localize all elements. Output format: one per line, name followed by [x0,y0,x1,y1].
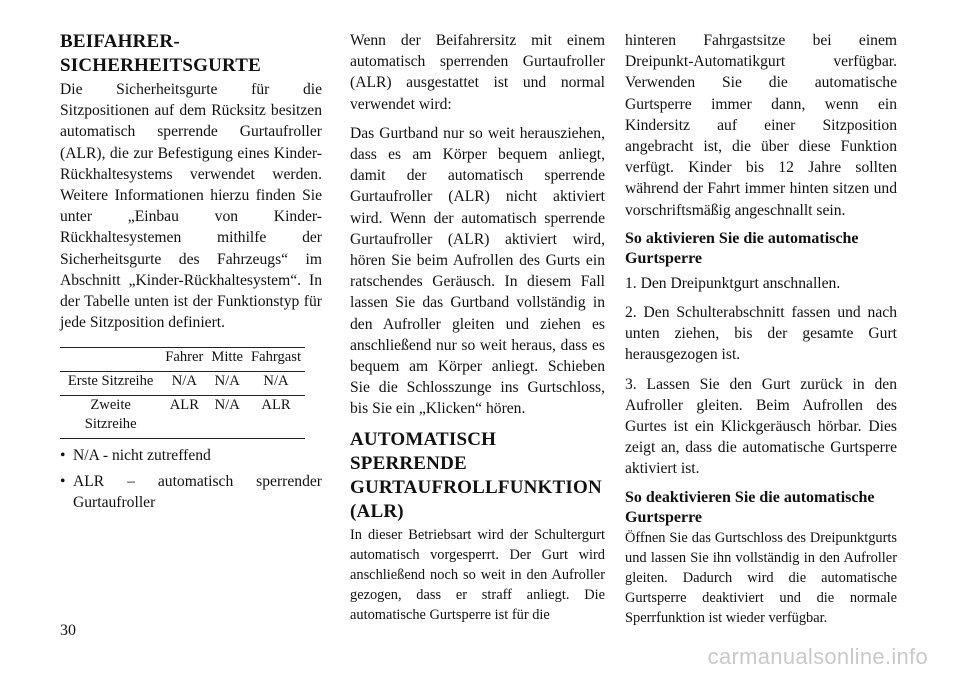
column-middle [350,30,605,634]
column-right [625,30,897,637]
note-text: N/A - nicht zutreffend [73,447,211,465]
bullet-icon: • [60,472,66,490]
seat-position-table [60,347,305,439]
column-left [60,30,322,517]
table-cell: ALR [247,396,305,439]
intro-paragraph: Die Sicherheitsgurte für die Sitzpositionen auf dem Rücksitz besitzen automatisch sperrende Gurtaufroller (ALR), die zur Befestigung eines Kinder-Rückhaltesystems verwendet werden. Weitere Informationen hierzu finden Sie unter „Einbau von Kinder-Rückhaltesystemen mithilfe der Sicherheitsgurte des Fahrzeugs“ im Abschnitt „Kinder-Rückhaltesystem“. In der Tabelle unten ist der Funktionstyp für jede Sitzposition definiert. [60,81,322,332]
table-header-cell [60,348,161,372]
table-cell: Erste Sitzreihe [60,372,161,396]
bullet-icon: • [60,447,66,465]
table-cell: N/A [207,372,247,396]
table-cell: ALR [161,396,207,439]
table-cell: N/A [247,372,305,396]
list-item [625,273,897,294]
section-heading-alr: AUTOMATISCH SPERRENDE GURTAUFROLLFUNKTION (ALR) [350,428,602,522]
alr-usage-intro: Wenn der Beifahrersitz mit einem automatisch sperrenden Gurtaufroller (ALR) ausgestattet ist und normal verwendet wird: [350,32,605,113]
abbreviation-notes [60,445,322,513]
list-item [625,302,897,366]
table-cell: N/A [207,396,247,439]
deactivate-paragraph: Öffnen Sie das Gurtschloss des Dreipunktgurts und lassen Sie ihn vollständig in den Aufroller gleiten. Dadurch wird die automatische Gurtsperre deaktiviert und die normale Sperrfunktion ist wieder verfügbar. [625,529,897,627]
activate-steps [625,273,897,480]
list-item [625,374,897,480]
deactivate-heading: So deaktivieren Sie die automatische Gurtsperre [625,488,875,526]
table-row [60,372,305,396]
watermark-text: carmanualsonline.info [707,644,928,669]
table-header-cell: Mitte [207,348,247,372]
page-number: 30 [60,622,76,639]
table-header-row [60,348,305,372]
table-header-cell: Fahrgast [247,348,305,372]
table-cell: N/A [161,372,207,396]
step-text: 1. Den Dreipunktgurt anschnallen. [625,274,841,292]
alr-continued-paragraph: hinteren Fahrgastsitze bei einem Dreipunkt-Automatikgurt verfügbar. Verwenden Sie die automatische Gurtsperre immer dann, wenn ein Kindersitz auf einer Sitzposition angebracht ist, die über diese Funktion verfügt. Kinder bis 12 Jahre sollten während der Fahrt immer hinten sitzen und vorschriftsmäßig angeschnallt sein. [625,32,897,219]
alr-usage-paragraph: Das Gurtband nur so weit herausziehen, dass es am Körper bequem anliegt, damit der automatisch sperrende Gurtaufroller (ALR) nicht aktiviert wird. Wenn der automatisch sperrende Gurtaufroller (ALR) aktiviert wird, hören Sie beim Aufrollen des Gurts ein ratschendes Geräusch. In diesem Fall lassen Sie das Gurtband vollständig in den Aufroller gleiten und ziehen es anschließend nur so weit heraus, dass es bequem am Körper anliegt. Schieben Sie die Schlosszunge ins Gurtschloss, bis Sie ein „Klicken“ hören. [350,124,605,418]
step-text: 3. Lassen Sie den Gurt zurück in den Aufroller gleiten. Beim Aufrollen des Gurtes ist ein Klickgeräusch hörbar. Dies zeigt an, dass die automatische Gurtsperre aktiviert ist. [625,375,897,478]
list-item [60,445,322,466]
table-row [60,396,305,439]
table-header-cell: Fahrer [161,348,207,372]
table-cell: Zweite Sitzreihe [60,396,161,439]
section-heading-passenger-seatbelts: BEIFAHRER-SICHERHEITSGURTE [60,31,262,76]
note-text: ALR – automatisch sperrender Gurtaufroller [73,472,322,511]
step-text: 2. Den Schulterabschnitt fassen und nach unten ziehen, bis der gesamte Gurt herausgezogen ist. [625,304,897,364]
activate-heading: So aktivieren Sie die automatische Gurtsperre [625,229,859,267]
list-item [60,471,322,513]
alr-description: In dieser Betriebsart wird der Schultergurt automatisch vorgesperrt. Der Gurt wird anschließend noch so weit in den Aufroller gezogen, dass er straff anliegt. Die automatische Gurtsperre ist für die [350,526,605,624]
